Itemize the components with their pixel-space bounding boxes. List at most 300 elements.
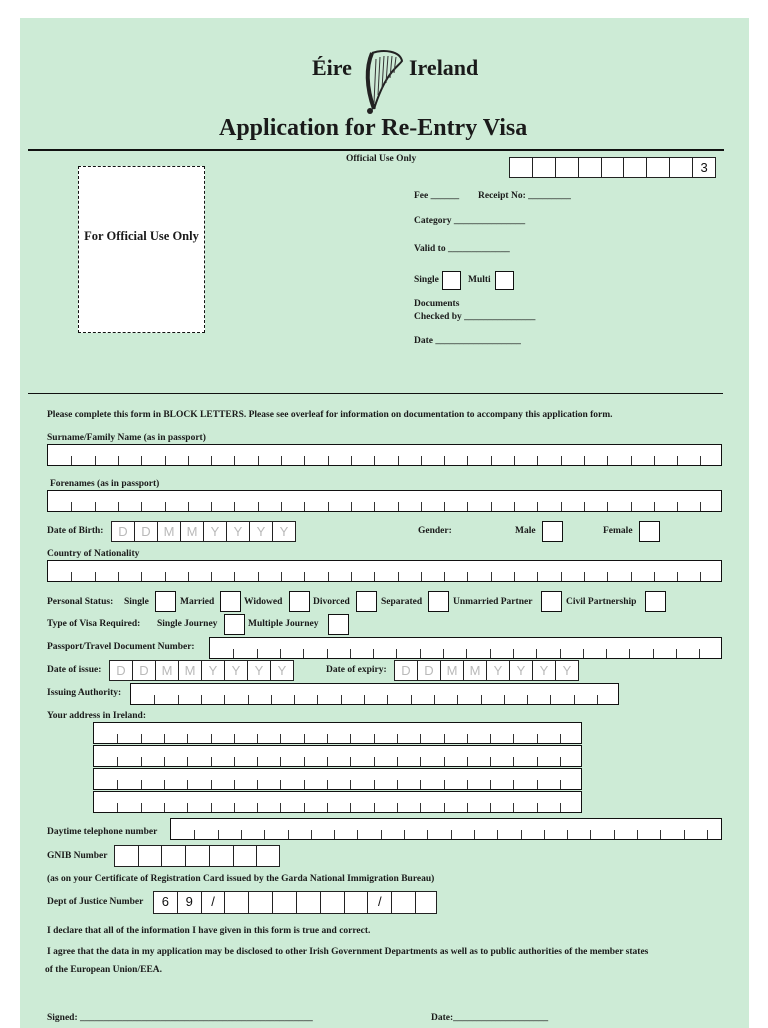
letter-tick bbox=[707, 830, 708, 839]
letter-tick bbox=[281, 572, 282, 581]
passport-label: Passport/Travel Document Number: bbox=[47, 642, 195, 652]
letter-tick bbox=[584, 502, 585, 511]
letter-tick bbox=[294, 695, 295, 704]
letter-tick bbox=[381, 830, 382, 839]
letter-tick bbox=[304, 572, 305, 581]
status-married-checkbox[interactable] bbox=[220, 591, 241, 612]
letter-tick bbox=[396, 649, 397, 658]
letter-tick bbox=[653, 649, 654, 658]
letter-tick bbox=[490, 803, 491, 812]
letter-tick bbox=[514, 502, 515, 511]
letter-tick bbox=[201, 695, 202, 704]
letter-tick bbox=[466, 649, 467, 658]
letter-tick bbox=[614, 830, 615, 839]
letter-tick bbox=[560, 803, 561, 812]
letter-tick bbox=[258, 572, 259, 581]
letter-tick bbox=[187, 803, 188, 812]
letter-tick bbox=[677, 572, 678, 581]
letter-tick bbox=[481, 695, 482, 704]
letter-tick bbox=[513, 780, 514, 789]
letter-tick bbox=[328, 572, 329, 581]
letter-tick bbox=[304, 734, 305, 743]
single-journey-checkbox[interactable] bbox=[224, 614, 245, 635]
letter-tick bbox=[677, 456, 678, 465]
letter-tick bbox=[364, 695, 365, 704]
header-ireland: Ireland bbox=[409, 55, 479, 80]
letter-tick bbox=[490, 649, 491, 658]
dob-label: Date of Birth: bbox=[47, 526, 104, 536]
letter-tick bbox=[398, 502, 399, 511]
letter-tick bbox=[281, 456, 282, 465]
letter-tick bbox=[654, 502, 655, 511]
header-eire: Éire bbox=[312, 55, 352, 80]
letter-tick bbox=[165, 572, 166, 581]
letter-tick bbox=[141, 780, 142, 789]
nationality-label: Country of Nationality bbox=[47, 549, 140, 559]
letter-tick bbox=[258, 456, 259, 465]
expiry-date-label: Date of expiry: bbox=[326, 665, 387, 675]
letter-tick bbox=[257, 734, 258, 743]
letter-tick bbox=[420, 649, 421, 658]
letter-tick bbox=[700, 572, 701, 581]
letter-tick bbox=[280, 803, 281, 812]
authority-input[interactable] bbox=[130, 683, 619, 705]
letter-tick bbox=[560, 757, 561, 766]
valid-to-field: Valid to _____________ bbox=[414, 244, 510, 254]
letter-tick bbox=[188, 502, 189, 511]
letter-tick bbox=[420, 780, 421, 789]
multi-label: Multi bbox=[468, 275, 491, 285]
address-line-1-input[interactable] bbox=[93, 722, 582, 744]
multiple-journey-label: Multiple Journey bbox=[248, 619, 319, 629]
letter-tick bbox=[537, 502, 538, 511]
status-widowed-checkbox[interactable] bbox=[289, 591, 310, 612]
letter-tick bbox=[434, 695, 435, 704]
letter-tick bbox=[264, 830, 265, 839]
letter-tick bbox=[281, 502, 282, 511]
letter-tick bbox=[444, 572, 445, 581]
letter-tick bbox=[304, 456, 305, 465]
letter-tick bbox=[154, 695, 155, 704]
letter-tick bbox=[118, 502, 119, 511]
gnib-note: (as on your Certificate of Registration Card issued by the Garda National Immigration Bureau) bbox=[47, 874, 435, 884]
letter-tick bbox=[420, 803, 421, 812]
letter-tick bbox=[71, 572, 72, 581]
letter-tick bbox=[304, 780, 305, 789]
letter-tick bbox=[288, 830, 289, 839]
issue-date-label: Date of issue: bbox=[47, 665, 102, 675]
letter-tick bbox=[537, 572, 538, 581]
letter-tick bbox=[583, 649, 584, 658]
forenames-label: Forenames (as in passport) bbox=[50, 479, 160, 489]
female-checkbox[interactable] bbox=[639, 521, 660, 542]
letter-tick bbox=[117, 734, 118, 743]
letter-tick bbox=[504, 695, 505, 704]
address-line-3-input[interactable] bbox=[93, 768, 582, 790]
letter-tick bbox=[584, 456, 585, 465]
official-use-box bbox=[78, 166, 205, 333]
letter-tick bbox=[427, 830, 428, 839]
letter-tick bbox=[248, 695, 249, 704]
letter-tick bbox=[71, 456, 72, 465]
surname-label: Surname/Family Name (as in passport) bbox=[47, 433, 206, 443]
letter-tick bbox=[374, 572, 375, 581]
letter-tick bbox=[404, 830, 405, 839]
female-label: Female bbox=[603, 526, 633, 536]
letter-tick bbox=[654, 456, 655, 465]
letter-tick bbox=[677, 502, 678, 511]
letter-tick bbox=[684, 830, 685, 839]
official-reference-cells: 3 bbox=[509, 157, 716, 178]
letter-tick bbox=[357, 830, 358, 839]
section-rule bbox=[28, 393, 723, 394]
letter-tick bbox=[491, 502, 492, 511]
letter-tick bbox=[444, 757, 445, 766]
status-divorced-checkbox[interactable] bbox=[356, 591, 377, 612]
checked-by-field: Checked by _______________ bbox=[414, 312, 536, 322]
status-unmarried-partner-checkbox[interactable] bbox=[541, 591, 562, 612]
letter-tick bbox=[211, 757, 212, 766]
letter-tick bbox=[165, 456, 166, 465]
harp-emblem-icon bbox=[360, 47, 406, 115]
letter-tick bbox=[699, 649, 700, 658]
letter-tick bbox=[328, 502, 329, 511]
letter-tick bbox=[234, 803, 235, 812]
letter-tick bbox=[224, 695, 225, 704]
letter-tick bbox=[280, 780, 281, 789]
male-label: Male bbox=[515, 526, 536, 536]
letter-tick bbox=[350, 803, 351, 812]
gender-label: Gender: bbox=[418, 526, 452, 536]
letter-tick bbox=[398, 572, 399, 581]
official-date-field: Date __________________ bbox=[414, 336, 521, 346]
letter-tick bbox=[350, 649, 351, 658]
letter-tick bbox=[607, 502, 608, 511]
letter-tick bbox=[304, 803, 305, 812]
letter-tick bbox=[257, 803, 258, 812]
letter-tick bbox=[387, 695, 388, 704]
letter-tick bbox=[95, 456, 96, 465]
letter-tick bbox=[374, 456, 375, 465]
letter-tick bbox=[567, 830, 568, 839]
expiry-date-input[interactable]: D D M M Y Y Y Y bbox=[394, 660, 579, 681]
letter-tick bbox=[421, 456, 422, 465]
letter-tick bbox=[234, 572, 235, 581]
letter-tick bbox=[606, 649, 607, 658]
letter-tick bbox=[351, 572, 352, 581]
letter-tick bbox=[560, 780, 561, 789]
letter-tick bbox=[327, 757, 328, 766]
letter-tick bbox=[257, 649, 258, 658]
forenames-input[interactable] bbox=[47, 490, 722, 512]
letter-tick bbox=[457, 695, 458, 704]
letter-tick bbox=[350, 780, 351, 789]
letter-tick bbox=[187, 734, 188, 743]
letter-tick bbox=[700, 456, 701, 465]
letter-tick bbox=[676, 649, 677, 658]
letter-tick bbox=[234, 456, 235, 465]
letter-tick bbox=[328, 456, 329, 465]
male-checkbox[interactable] bbox=[542, 521, 563, 542]
letter-tick bbox=[374, 734, 375, 743]
single-label: Single bbox=[414, 275, 439, 285]
letter-tick bbox=[467, 502, 468, 511]
letter-tick bbox=[304, 757, 305, 766]
fee-field: Fee ______ bbox=[414, 191, 460, 201]
letter-tick bbox=[560, 649, 561, 658]
declaration-text: I declare that all of the information I have given in this form is true and correct. bbox=[47, 926, 371, 936]
visa-type-label: Type of Visa Required: bbox=[47, 619, 141, 629]
letter-tick bbox=[303, 649, 304, 658]
letter-tick bbox=[467, 757, 468, 766]
letter-tick bbox=[233, 649, 234, 658]
category-field: Category _______________ bbox=[414, 216, 526, 226]
letter-tick bbox=[537, 780, 538, 789]
letter-tick bbox=[490, 780, 491, 789]
letter-tick bbox=[660, 830, 661, 839]
letter-tick bbox=[421, 572, 422, 581]
letter-tick bbox=[95, 502, 96, 511]
letter-tick bbox=[514, 572, 515, 581]
letter-tick bbox=[241, 830, 242, 839]
letter-tick bbox=[397, 757, 398, 766]
issue-date-input[interactable]: D D M M Y Y Y Y bbox=[109, 660, 294, 681]
status-separated-label: Separated bbox=[381, 597, 423, 607]
letter-tick bbox=[584, 572, 585, 581]
letter-tick bbox=[257, 757, 258, 766]
letter-tick bbox=[597, 695, 598, 704]
letter-tick bbox=[141, 456, 142, 465]
letter-tick bbox=[397, 780, 398, 789]
letter-tick bbox=[141, 734, 142, 743]
letter-tick bbox=[341, 695, 342, 704]
single-journey-label: Single Journey bbox=[157, 619, 218, 629]
letter-tick bbox=[178, 695, 179, 704]
letter-tick bbox=[420, 734, 421, 743]
signed-field[interactable]: Signed: _________________________________________________ bbox=[47, 1013, 313, 1023]
letter-tick bbox=[351, 456, 352, 465]
letter-tick bbox=[350, 734, 351, 743]
letter-tick bbox=[574, 695, 575, 704]
letter-tick bbox=[118, 572, 119, 581]
address-line-2-input[interactable] bbox=[93, 745, 582, 767]
status-married-label: Married bbox=[180, 597, 215, 607]
letter-tick bbox=[421, 502, 422, 511]
header-rule bbox=[28, 149, 724, 151]
letter-tick bbox=[218, 830, 219, 839]
status-divorced-label: Divorced bbox=[313, 597, 350, 607]
letter-tick bbox=[497, 830, 498, 839]
letter-tick bbox=[467, 572, 468, 581]
letter-tick bbox=[327, 649, 328, 658]
letter-tick bbox=[467, 780, 468, 789]
letter-tick bbox=[117, 803, 118, 812]
letter-tick bbox=[271, 695, 272, 704]
letter-tick bbox=[550, 695, 551, 704]
letter-tick bbox=[164, 803, 165, 812]
letter-tick bbox=[537, 456, 538, 465]
letter-tick bbox=[317, 695, 318, 704]
letter-tick bbox=[513, 734, 514, 743]
letter-tick bbox=[117, 757, 118, 766]
letter-tick bbox=[631, 502, 632, 511]
letter-tick bbox=[411, 695, 412, 704]
letter-tick bbox=[334, 830, 335, 839]
sign-date-field[interactable]: Date:____________________ bbox=[431, 1013, 549, 1023]
letter-tick bbox=[514, 456, 515, 465]
letter-tick bbox=[117, 780, 118, 789]
multiple-journey-checkbox[interactable] bbox=[328, 614, 349, 635]
status-civil-partnership-checkbox[interactable] bbox=[645, 591, 666, 612]
letter-tick bbox=[234, 757, 235, 766]
letter-tick bbox=[374, 803, 375, 812]
letter-tick bbox=[537, 757, 538, 766]
status-widowed-label: Widowed bbox=[244, 597, 283, 607]
letter-tick bbox=[444, 803, 445, 812]
letter-tick bbox=[444, 502, 445, 511]
letter-tick bbox=[398, 456, 399, 465]
letter-tick bbox=[490, 757, 491, 766]
agreement-text-1: I agree that the data in my application may be disclosed to other Irish Government Departments as well as to public authorities of the member states bbox=[47, 947, 649, 957]
letter-tick bbox=[654, 572, 655, 581]
address-line-4-input[interactable] bbox=[93, 791, 582, 813]
nationality-input[interactable] bbox=[47, 560, 722, 582]
personal-status-label: Personal Status: bbox=[47, 597, 114, 607]
letter-tick bbox=[467, 734, 468, 743]
letter-tick bbox=[234, 502, 235, 511]
status-single-checkbox[interactable] bbox=[155, 591, 176, 612]
letter-tick bbox=[490, 734, 491, 743]
official-use-heading: Official Use Only bbox=[346, 154, 417, 164]
letter-tick bbox=[536, 649, 537, 658]
letter-tick bbox=[71, 502, 72, 511]
letter-tick bbox=[420, 757, 421, 766]
letter-tick bbox=[164, 780, 165, 789]
letter-tick bbox=[521, 830, 522, 839]
letter-tick bbox=[374, 757, 375, 766]
documents-label: Documents bbox=[414, 299, 460, 309]
justice-number-input[interactable]: 6 9 / / bbox=[153, 891, 437, 914]
letter-tick bbox=[141, 502, 142, 511]
letter-tick bbox=[513, 649, 514, 658]
gnib-label: GNIB Number bbox=[47, 851, 108, 861]
multi-checkbox[interactable] bbox=[495, 271, 514, 290]
letter-tick bbox=[631, 572, 632, 581]
letter-tick bbox=[527, 695, 528, 704]
letter-tick bbox=[373, 649, 374, 658]
letter-tick bbox=[165, 502, 166, 511]
letter-tick bbox=[188, 456, 189, 465]
letter-tick bbox=[444, 780, 445, 789]
letter-tick bbox=[560, 734, 561, 743]
letter-tick bbox=[304, 502, 305, 511]
justice-label: Dept of Justice Number bbox=[47, 897, 144, 907]
letter-tick bbox=[637, 830, 638, 839]
letter-tick bbox=[544, 830, 545, 839]
letter-tick bbox=[211, 456, 212, 465]
letter-tick bbox=[607, 572, 608, 581]
single-checkbox[interactable] bbox=[442, 271, 461, 290]
phone-label: Daytime telephone number bbox=[47, 827, 158, 837]
letter-tick bbox=[327, 734, 328, 743]
letter-tick bbox=[141, 572, 142, 581]
letter-tick bbox=[350, 757, 351, 766]
letter-tick bbox=[211, 502, 212, 511]
letter-tick bbox=[211, 734, 212, 743]
letter-tick bbox=[444, 456, 445, 465]
letter-tick bbox=[187, 780, 188, 789]
dob-input[interactable]: D D M M Y Y Y Y bbox=[111, 521, 296, 542]
letter-tick bbox=[491, 572, 492, 581]
status-civil-partnership-label: Civil Partnership bbox=[566, 597, 637, 607]
letter-tick bbox=[257, 780, 258, 789]
letter-tick bbox=[327, 803, 328, 812]
letter-tick bbox=[443, 649, 444, 658]
receipt-field: Receipt No: _________ bbox=[478, 191, 571, 201]
letter-tick bbox=[397, 734, 398, 743]
letter-tick bbox=[164, 734, 165, 743]
letter-tick bbox=[258, 502, 259, 511]
letter-tick bbox=[467, 456, 468, 465]
letter-tick bbox=[187, 757, 188, 766]
letter-tick bbox=[188, 572, 189, 581]
letter-tick bbox=[474, 830, 475, 839]
phone-input[interactable] bbox=[170, 818, 722, 840]
status-unmarried-partner-label: Unmarried Partner bbox=[453, 597, 533, 607]
letter-tick bbox=[444, 734, 445, 743]
letter-tick bbox=[211, 572, 212, 581]
letter-tick bbox=[280, 757, 281, 766]
status-separated-checkbox[interactable] bbox=[428, 591, 449, 612]
letter-tick bbox=[234, 734, 235, 743]
letter-tick bbox=[561, 572, 562, 581]
letter-tick bbox=[211, 803, 212, 812]
letter-tick bbox=[513, 803, 514, 812]
letter-tick bbox=[607, 456, 608, 465]
letter-tick bbox=[491, 456, 492, 465]
page-title: Application for Re-Entry Visa bbox=[219, 115, 528, 141]
letter-tick bbox=[467, 803, 468, 812]
address-label: Your address in Ireland: bbox=[47, 711, 146, 721]
letter-tick bbox=[631, 456, 632, 465]
letter-tick bbox=[141, 803, 142, 812]
gnib-input[interactable] bbox=[114, 845, 280, 867]
letter-tick bbox=[327, 780, 328, 789]
letter-tick bbox=[280, 649, 281, 658]
letter-tick bbox=[451, 830, 452, 839]
letter-tick bbox=[118, 456, 119, 465]
letter-tick bbox=[513, 757, 514, 766]
letter-tick bbox=[561, 456, 562, 465]
letter-tick bbox=[537, 803, 538, 812]
letter-tick bbox=[590, 830, 591, 839]
letter-tick bbox=[629, 649, 630, 658]
letter-tick bbox=[374, 780, 375, 789]
letter-tick bbox=[211, 780, 212, 789]
passport-input[interactable] bbox=[209, 637, 722, 659]
surname-input[interactable] bbox=[47, 444, 722, 466]
letter-tick bbox=[374, 502, 375, 511]
letter-tick bbox=[164, 757, 165, 766]
letter-tick bbox=[95, 572, 96, 581]
letter-tick bbox=[194, 830, 195, 839]
letter-tick bbox=[561, 502, 562, 511]
letter-tick bbox=[311, 830, 312, 839]
letter-tick bbox=[351, 502, 352, 511]
letter-tick bbox=[141, 757, 142, 766]
letter-tick bbox=[537, 734, 538, 743]
letter-tick bbox=[280, 734, 281, 743]
